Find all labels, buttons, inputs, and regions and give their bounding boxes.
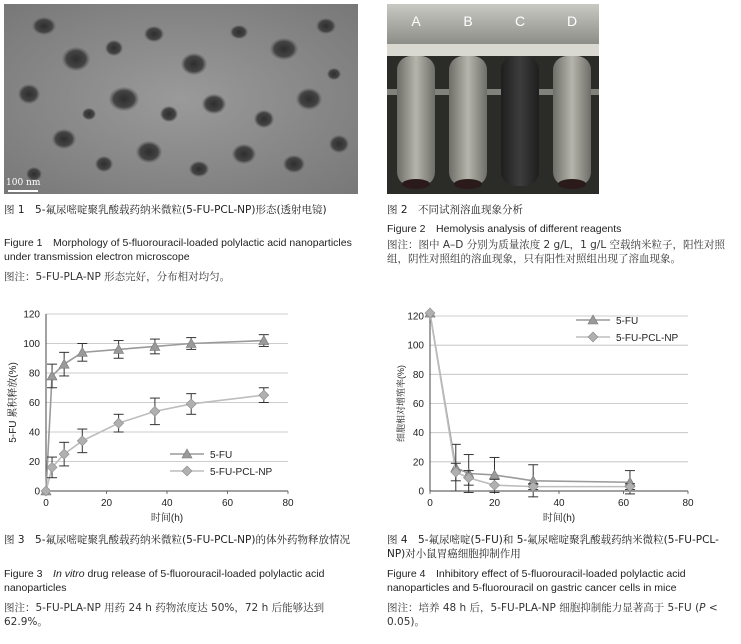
data-point-triangle bbox=[59, 359, 69, 368]
figure2-caption-en: Figure 2 Hemolysis analysis of different reagents bbox=[387, 223, 622, 235]
figure4-note-italic: P bbox=[699, 602, 706, 614]
figure4-caption-en: Figure 4 Inhibitory effect of 5-fluorouracil-loaded polylactic acid nanoparticles and 5-fluorouracil on gastric cancer cells in mice bbox=[387, 568, 686, 594]
tube-b bbox=[449, 56, 487, 189]
figure3-caption-prefix: Figure 3 bbox=[4, 568, 54, 580]
x-tick-label: 40 bbox=[553, 498, 565, 509]
hemolysis-photo bbox=[387, 4, 599, 194]
tube-label-d: D bbox=[566, 13, 578, 29]
series-line bbox=[430, 313, 630, 487]
y-tick-label: 40 bbox=[412, 428, 424, 440]
y-axis-label: 细胞相对增殖率(%) bbox=[396, 365, 406, 442]
x-tick-label: 0 bbox=[427, 498, 433, 509]
y-tick-label: 120 bbox=[23, 309, 40, 321]
y-tick-label: 100 bbox=[23, 339, 40, 350]
tem-scale-bar bbox=[8, 190, 38, 192]
y-tick-label: 20 bbox=[412, 457, 424, 469]
x-tick-label: 60 bbox=[221, 498, 234, 509]
x-tick-label: 40 bbox=[161, 498, 173, 509]
proliferation-chart bbox=[384, 302, 704, 528]
y-tick-label: 80 bbox=[28, 368, 40, 380]
tube-rack bbox=[387, 4, 599, 194]
x-tick-label: 20 bbox=[488, 498, 501, 509]
data-point-diamond bbox=[114, 418, 124, 428]
y-axis-label: 5-FU 累积释放(%) bbox=[8, 362, 19, 443]
tem-particles bbox=[4, 4, 358, 194]
tem-scale-label: 100 nm bbox=[6, 178, 41, 188]
data-point-diamond bbox=[490, 480, 500, 490]
y-tick-label: 60 bbox=[28, 398, 40, 409]
figure3-caption-italic: In vitro bbox=[53, 568, 85, 580]
tube-label-b: B bbox=[463, 13, 473, 29]
figure3-caption-rest: drug release of 5-fluorouracil-loaded polylactic acid nanoparticles bbox=[4, 568, 325, 594]
legend-label: 5-FU bbox=[616, 316, 639, 327]
legend-label: 5-FU-PCL-NP bbox=[616, 333, 679, 344]
data-point-diamond bbox=[150, 406, 160, 416]
figure4-note bbox=[387, 601, 737, 629]
figure4-note-suffix: < 0.05)。 bbox=[387, 602, 718, 628]
figure3-note: 图注：5-FU-PLA-NP 用药 24 h 药物浓度达 50%，72 h 后能够达到 62.9%。 bbox=[4, 602, 325, 628]
y-tick-label: 0 bbox=[418, 486, 424, 498]
figure1-caption-en: Figure 1 Morphology of 5-fluorouracil-loaded polylactic acid nanoparticles under transmission electron microscope bbox=[4, 237, 352, 263]
figure2-note: 图注：图中 A–D 分别为质量浓度 2 g/L，1 g/L 空载纳米粒子，阳性对照组，阴性对照组的溶血现象，只有阳性对照组出现了溶血现象。 bbox=[387, 239, 726, 265]
figure1-caption-cn: 图 1 5-氟尿嘧啶聚乳酸载药纳米微粒(5-FU-PCL-NP)形态(透射电镜) bbox=[4, 204, 327, 216]
tube-a bbox=[397, 56, 435, 189]
x-tick-label: 60 bbox=[617, 498, 630, 509]
data-point-diamond bbox=[186, 399, 196, 409]
legend-label: 5-FU bbox=[210, 450, 233, 461]
x-axis-label: 时间(h) bbox=[150, 513, 184, 524]
figure4-note-prefix: 图注：培养 48 h 后，5-FU-PLA-NP 细胞抑制能力显著高于 5-FU ( bbox=[387, 602, 700, 614]
figure2-caption-cn: 图 2 不同试剂溶血现象分析 bbox=[387, 204, 524, 216]
legend-label: 5-FU-PCL-NP bbox=[210, 467, 273, 478]
tube-label-a: A bbox=[411, 13, 421, 29]
y-tick-label: 100 bbox=[407, 340, 424, 352]
y-tick-label: 60 bbox=[412, 399, 424, 410]
legend-marker-diamond bbox=[182, 466, 192, 476]
data-point-diamond bbox=[259, 390, 269, 400]
tube-d bbox=[553, 56, 591, 189]
y-tick-label: 40 bbox=[28, 427, 40, 439]
tube-label-c: C bbox=[514, 13, 526, 29]
y-tick-label: 80 bbox=[412, 369, 424, 381]
figure4-caption-cn: 图 4 5-氟尿嘧啶(5-FU)和 5-氟尿嘧啶聚乳酸载药纳米微粒(5-FU-PCL-NP)对小鼠胃癌细胞抑制作用 bbox=[387, 534, 719, 560]
y-tick-label: 0 bbox=[34, 486, 40, 498]
tem-image bbox=[4, 4, 358, 194]
x-tick-label: 80 bbox=[682, 498, 694, 509]
tube-c bbox=[501, 56, 539, 186]
y-tick-label: 120 bbox=[407, 311, 424, 323]
x-tick-label: 20 bbox=[100, 498, 113, 509]
x-axis-label: 时间(h) bbox=[542, 513, 576, 524]
legend-marker-diamond bbox=[588, 332, 598, 342]
series-line bbox=[430, 313, 630, 482]
x-tick-label: 80 bbox=[282, 498, 294, 509]
release-chart bbox=[0, 302, 300, 528]
figure1-note: 图注：5-FU-PLA-NP 形态完好，分布相对均匀。 bbox=[4, 271, 231, 283]
x-tick-label: 0 bbox=[43, 498, 49, 509]
y-tick-label: 20 bbox=[28, 457, 40, 468]
figure3-caption-en bbox=[4, 567, 364, 595]
figure3-caption-cn: 图 3 5-氟尿嘧啶聚乳酸载药纳米微粒(5-FU-PCL-NP)的体外药物释放情况 bbox=[4, 534, 350, 546]
